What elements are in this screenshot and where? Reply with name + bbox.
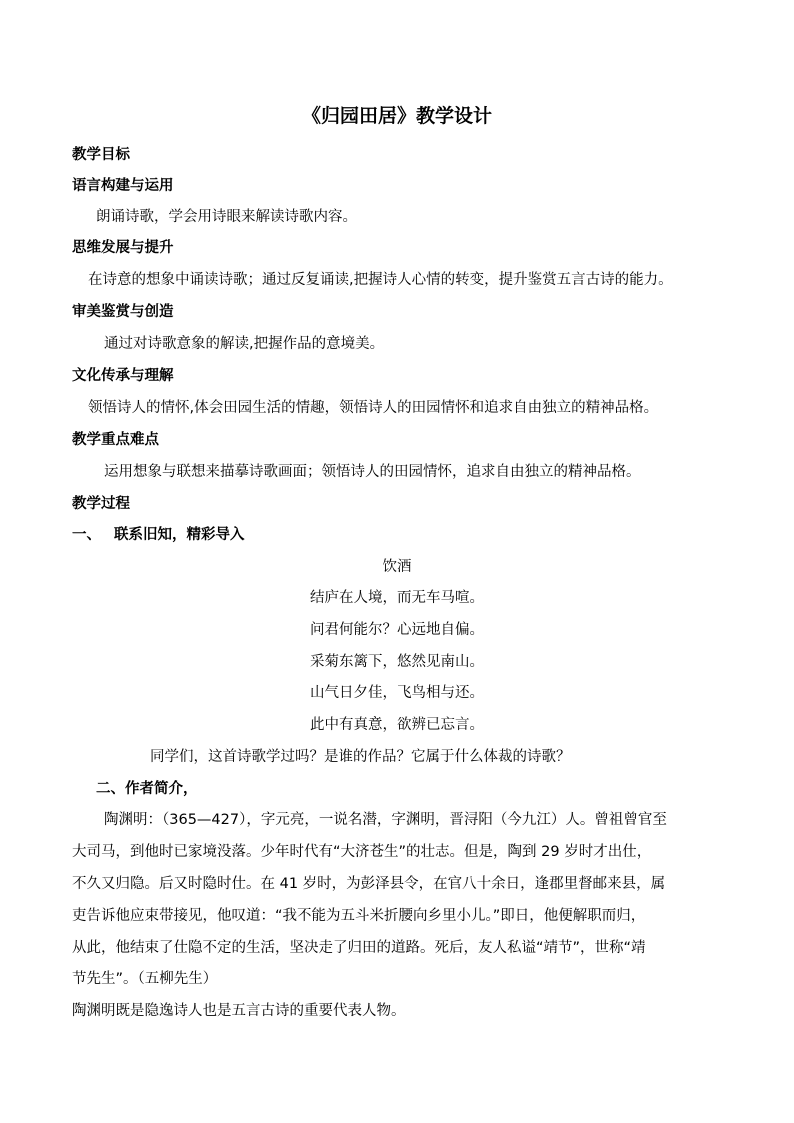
bio-line: 陶渊明：（365—427），字元亮，一说名潜，字渊明，晋浔阳（今九江）人。曾祖曾官至: [104, 812, 667, 828]
bio-line: 从此，他结束了仕隐不定的生活，坚决走了归田的道路。死后，友人私谥“靖节”，世称“靖: [72, 940, 646, 956]
bio-line: 吏告诉他应束带接见，他叹道：“我不能为五斗米折腰向乡里小儿。”即日，他便解职而归，: [72, 908, 646, 924]
key-points-heading: 教学重点难点: [72, 432, 159, 448]
poem-title: 饮酒: [382, 559, 412, 575]
language-text: 朗诵诗歌，学会用诗眼来解读诗歌内容。: [96, 209, 357, 225]
culture-text: 领悟诗人的情怀,体会田园生活的情趣，领悟诗人的田园情怀和追求自由独立的精神品格。: [88, 400, 659, 416]
aesthetic-text: 通过对诗歌意象的解读,把握作品的意境美。: [104, 336, 385, 352]
aesthetic-heading: 审美鉴赏与创造: [72, 304, 174, 320]
thinking-text: 在诗意的想象中诵读诗歌；通过反复诵读,把握诗人心情的转变，提升鉴赏五言古诗的能力。: [88, 272, 673, 288]
poem-line: 结庐在人境，而无车马喧。: [310, 590, 484, 606]
bio-line: 不久又归隐。后又时隐时仕。在 41 岁时，为彭泽县令，在官八十余日，逢郡里督邮来县，属: [72, 876, 666, 892]
thinking-heading: 思维发展与提升: [72, 240, 174, 256]
culture-heading: 文化传承与理解: [72, 368, 174, 384]
poem-line: 山气日夕佳，飞鸟相与还。: [310, 685, 484, 701]
objectives-heading: 教学目标: [72, 147, 130, 163]
document-title: 《归园田居》教学设计: [301, 105, 492, 127]
section1-heading: 联系旧知，精彩导入: [114, 527, 245, 543]
bio-line: 节先生”。（五柳先生）: [72, 971, 218, 987]
poem-line: 此中有真意，欲辨已忘言。: [310, 717, 484, 733]
key-points-text: 运用想象与联想来描摹诗歌画面；领悟诗人的田园情怀，追求自由独立的精神品格。: [104, 464, 641, 480]
process-heading: 教学过程: [72, 496, 130, 512]
bio-line: 大司马，到他时已家境没落。少年时代有“大济苍生”的壮志。但是，陶到 29 岁时才出仕，: [72, 844, 652, 860]
poem-line: 采菊东篱下，悠然见南山。: [310, 654, 484, 670]
section2-heading: 二、作者简介，: [96, 781, 198, 797]
bio-summary: 陶渊明既是隐逸诗人也是五言古诗的重要代表人物。: [72, 1003, 406, 1019]
language-heading: 语言构建与运用: [72, 178, 174, 194]
intro-question: 同学们，这首诗歌学过吗？是谁的作品？它属于什么体裁的诗歌？: [150, 749, 571, 765]
poem-line: 问君何能尔？心远地自偏。: [310, 622, 484, 638]
section1-number: 一、: [72, 527, 101, 543]
